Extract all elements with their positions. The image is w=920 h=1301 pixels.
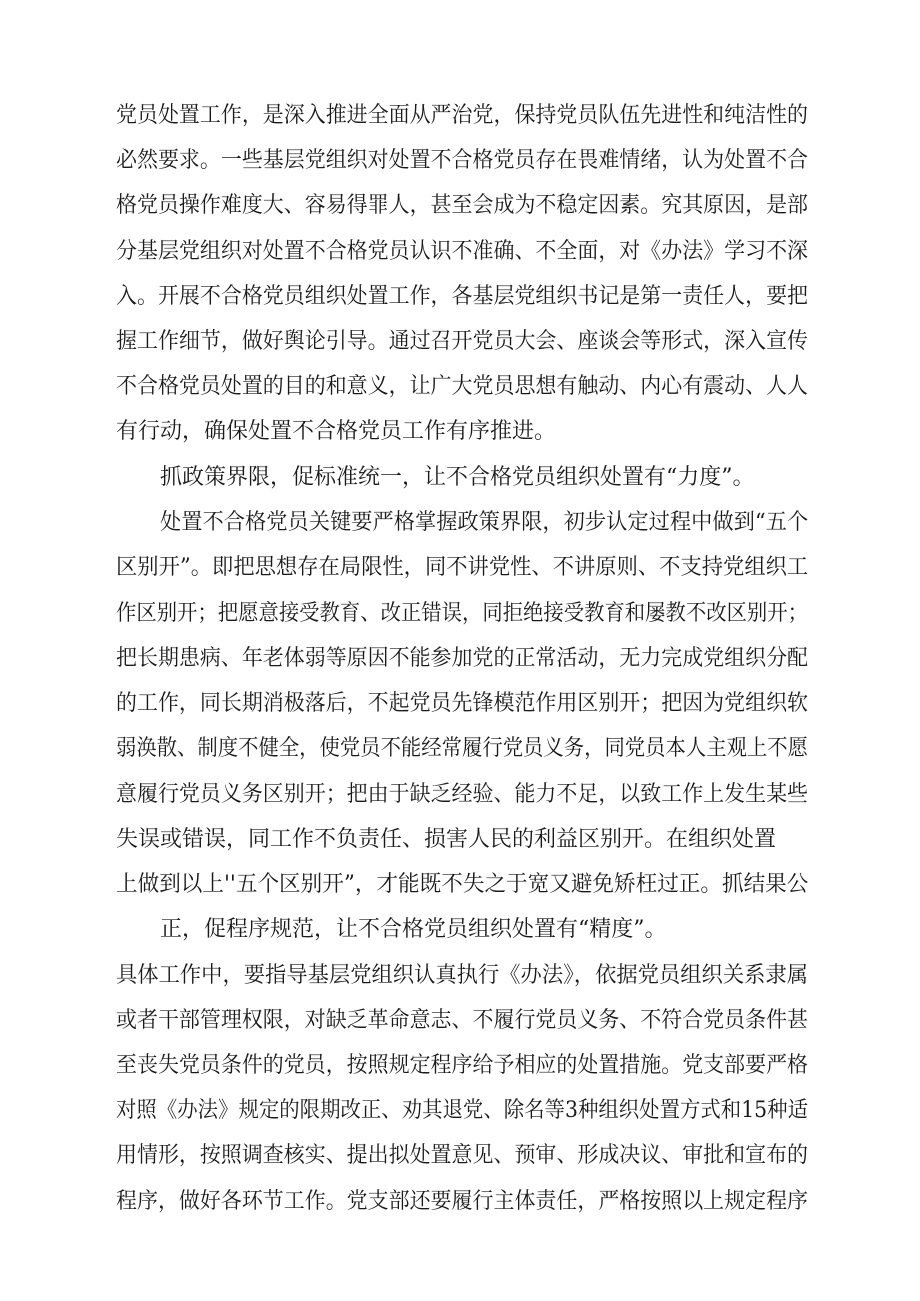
section-heading: 正，促程序规范，让不合格党员组织处置有“精度”。 [160,917,667,942]
text-line: 上做到以上''五个区别开”，才能既不失之于宽又避免矫枉过正。抓结果公 [116,872,809,897]
text-line: 至丧失党员条件的党员，按照规定程序给予相应的处置措施。党支部要严格 [116,1053,809,1078]
text-line: 意履行党员义务区别开；把由于缺乏经验、能力不足，以致工作上发生某些 [116,782,809,807]
text-line: 党员处置工作，是深入推进全面从严治党，保持党员队伍先进性和纯洁性的 [116,103,809,128]
text-line: 入。开展不合格党员组织处置工作，各基层党组织书记是第一责任人，要把 [116,284,809,309]
text-line: 作区别开；把愿意接受教育、改正错误，同拒绝接受教育和屡教不改区别开； [116,601,808,626]
text-line: 必然要求。一些基层党组织对处置不合格党员存在畏难情绪，认为处置不合 [116,148,809,173]
text-line: 对照《办法》规定的限期改正、劝其退党、除名等3种组织处置方式和15种适 [116,1098,808,1123]
text-line: 或者干部管理权限，对缺乏革命意志、不履行党员义务、不符合党员条件甚 [116,1008,809,1033]
text-line: 握工作细节，做好舆论引导。通过召开党员大会、座谈会等形式，深入宣传 [116,329,809,354]
text-line: 不合格党员处置的目的和意义，让广大党员思想有触动、内心有震动、人人 [116,374,809,399]
text-line: 弱涣散、制度不健全，使党员不能经常履行党员义务，同党员本人主观上不愿 [116,736,808,761]
text-line: 区别开”。即把思想存在局限性，同不讲党性、不讲原则、不支持党组织工 [116,555,809,580]
text-line: 程序，做好各环节工作。党支部还要履行主体责任，严格按照以上规定程序 [116,1189,809,1214]
text-line: 用情形，按照调查核实、提出拟处置意见、预审、形成决议、审批和宣布的 [116,1143,809,1168]
text-line: 格党员操作难度大、容易得罪人，甚至会成为不稳定因素。究其原因，是部 [116,193,809,218]
text-line: 具体工作中，要指导基层党组织认真执行《办法》，依据党员组织关系隶属 [116,963,808,988]
text-line: 分基层党组织对处置不合格党员认识不准确、不全面，对《办法》学习不深 [116,239,809,264]
text-line: 的工作，同长期消极落后，不起党员先锋模范作用区别开；把因为党组织软 [116,691,809,716]
section-heading: 抓政策界限，促标准统一，让不合格党员组织处置有“力度”。 [160,465,755,490]
text-line: 有行动，确保处置不合格党员工作有序推进。 [116,419,557,444]
text-line: 处置不合格党员关键要严格掌握政策界限，初步认定过程中做到“五个 [160,510,809,535]
text-line: 把长期患病、年老体弱等原因不能参加党的正常活动，无力完成党组织分配 [116,646,809,671]
text-line: 失误或错误，同工作不负责任、损害人民的利益区别开。在组织处置 [116,827,777,852]
